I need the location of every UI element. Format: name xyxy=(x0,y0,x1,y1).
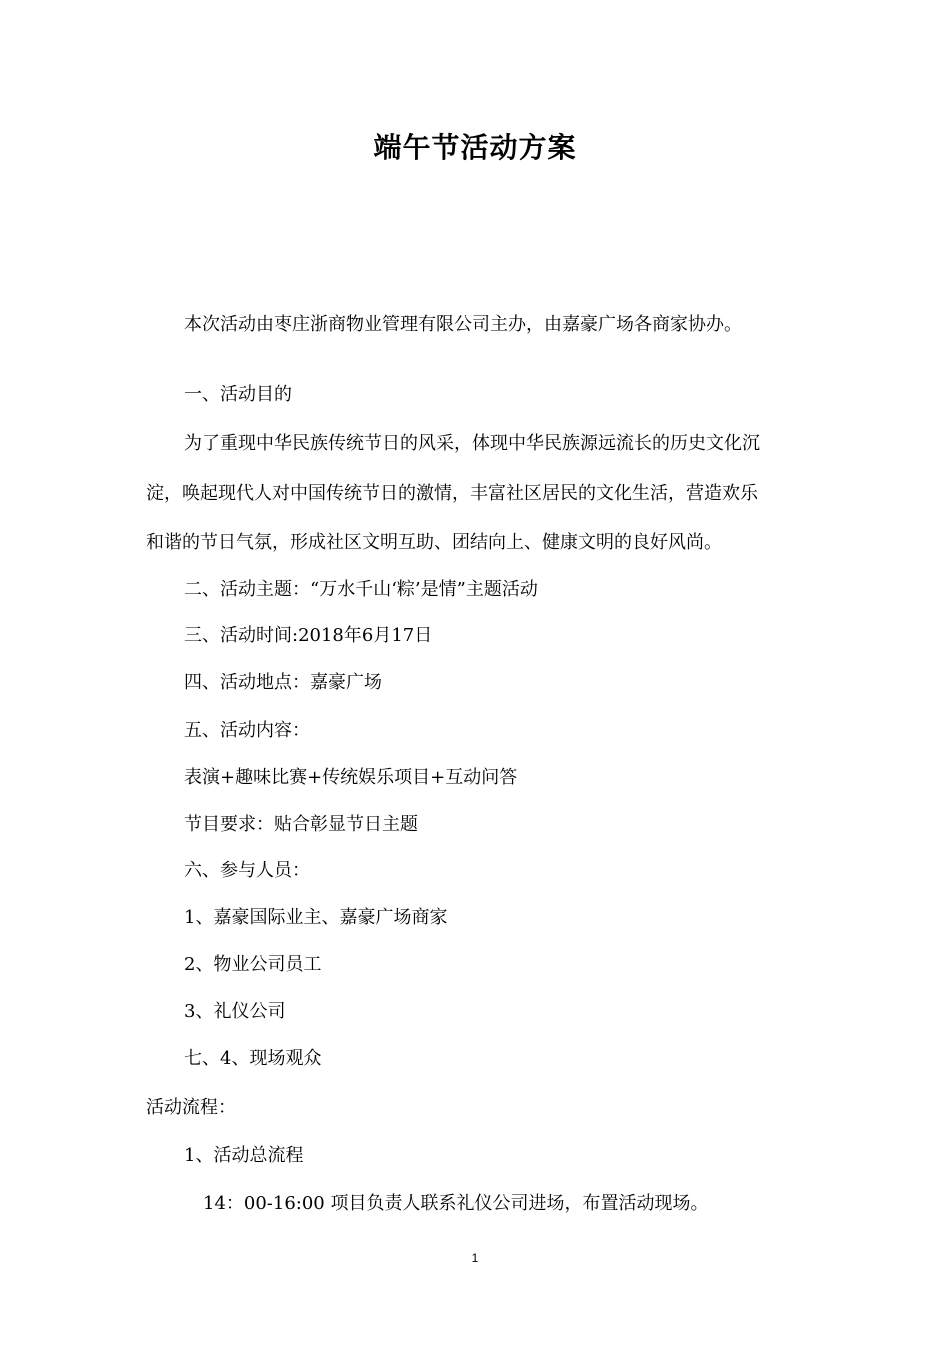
document-title: 端午节活动方案 xyxy=(373,131,577,164)
content-items: 表演+趣味比赛+传统娱乐项目+互动问答 xyxy=(184,767,518,788)
purpose-line-1: 为了重现中华民族传统节日的风采，体现中华民族源远流长的历史文化沉 xyxy=(184,433,760,454)
time-line: 三、活动时间:2018年6月17日 xyxy=(184,625,433,646)
flow-subheading: 1、活动总流程 xyxy=(184,1145,304,1166)
purpose-line-3: 和谐的节日气氛，形成社区文明互助、团结向上、健康文明的良好风尚。 xyxy=(146,532,722,553)
participant-item-3: 3、礼仪公司 xyxy=(184,1001,286,1022)
participants-heading: 六、参与人员： xyxy=(184,860,310,881)
section-heading-purpose: 一、活动目的 xyxy=(184,384,292,405)
participant-item-1: 1、嘉豪国际业主、嘉豪广场商家 xyxy=(184,907,448,928)
content-heading: 五、活动内容： xyxy=(184,720,310,741)
flow-heading: 活动流程： xyxy=(146,1097,236,1118)
intro-paragraph: 本次活动由枣庄浙商物业管理有限公司主办，由嘉豪广场各商家协办。 xyxy=(184,314,742,335)
participant-item-2: 2、物业公司员工 xyxy=(184,954,322,975)
page-number: 1 xyxy=(471,1251,479,1265)
program-requirement: 节目要求：贴合彰显节日主题 xyxy=(184,814,418,835)
place-line: 四、活动地点：嘉豪广场 xyxy=(184,672,382,693)
purpose-line-2: 淀，唤起现代人对中国传统节日的激情，丰富社区居民的文化生活，营造欢乐 xyxy=(146,483,758,504)
theme-line: 二、活动主题：“万水千山‘粽’是情”主题活动 xyxy=(184,579,538,600)
participant-item-4: 七、4、现场观众 xyxy=(184,1048,322,1069)
flow-step-1: 14：00-16:00 项目负责人联系礼仪公司进场，布置活动现场。 xyxy=(203,1193,709,1214)
